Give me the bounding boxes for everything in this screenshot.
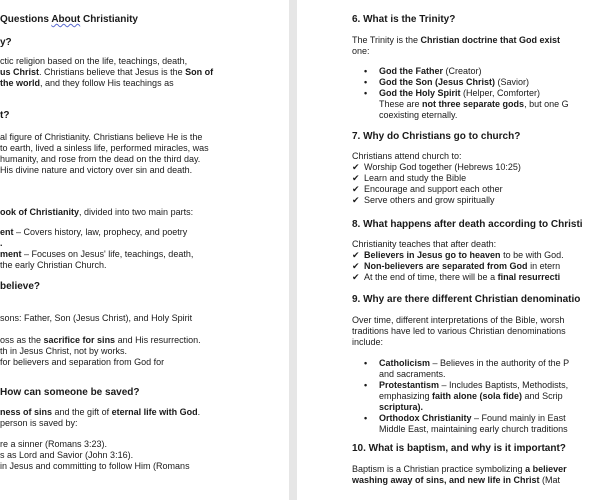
list-item: ✔ Serve others and grow spiritually [352,195,495,205]
checkmark-icon: ✔ [352,162,360,172]
list-item: • God the Son (Jesus Christ) (Savior) [352,77,569,88]
q3-list: ent – Covers history, law, prophecy, and poetry . ment – Focuses on Jesus' life, teachings, death, the early Christian Church. [0,227,194,270]
q3-intro: ook of Christianity, divided into two main parts: [0,207,194,217]
q9-paragraph: Over time, different interpretations of the Bible, worsh traditions have led to various Christian denominations include: [352,315,566,347]
list-item-continuation: Middle East, maintaining early church traditions [379,424,568,434]
list-item-continuation: emphasizing faith alone (sola fide) and Scrip [379,391,563,401]
q10-heading: 10. What is baptism, and why is it important? [352,443,566,454]
trinity-list [352,66,569,121]
q2-heading: t? [0,110,10,121]
q7-checklist [352,162,521,206]
right-document-page[interactable] [297,0,592,500]
q4-line-1: sons: Father, Son (Jesus Christ), and Holy Spirit [0,313,193,323]
list-item: ✔ Believers in Jesus go to heaven to be with God. [352,250,564,260]
q1-heading: y? [0,37,12,48]
list-item: ✔ Non-believers are separated from God in etern [352,261,561,271]
checkmark-icon: ✔ [352,250,360,260]
checkmark-icon: ✔ [352,195,360,205]
checkmark-icon: ✔ [352,261,360,271]
list-item: • Protestantism – Includes Baptists, Methodists, [352,380,569,391]
q7-heading: 7. Why do Christians go to church? [352,131,521,142]
left-document-page[interactable] [0,0,289,500]
q6-intro: The Trinity is the Christian doctrine that God exist one: [352,35,561,56]
q2-paragraph: al figure of Christianity. Christians believe He is the to earth, lived a sinless life, performed miracles, was humanity, and rose from the dead on the third day. His divine nature and victory over sin and death. [0,132,209,175]
q4-heading: believe? [0,281,41,292]
q7-intro: Christians attend church to: [352,151,462,161]
page-title: Questions About Christianity [0,14,138,25]
list-item: ✔ At the end of time, there will be a final resurrecti [352,272,561,282]
list-item: ✔ Encourage and support each other [352,184,503,194]
list-item-continuation: These are not three separate gods, but one G [379,99,569,109]
list-item: ✔ Learn and study the Bible [352,173,467,183]
q5-paragraph: ness of sins and the gift of eternal life with God. person is saved by: [0,407,201,428]
list-item: • God the Holy Spirit (Helper, Comforter) [352,88,569,99]
q8-checklist [352,250,564,283]
list-item-continuation: and sacraments. [379,369,446,379]
q5-steps: re a sinner (Romans 3:23). s as Lord and Savior (John 3:16). in Jesus and committing to follow Him (Romans [0,439,190,471]
q8-intro: Christianity teaches that after death: [352,239,497,249]
list-item: • God the Father (Creator) [352,66,569,77]
q5-heading: How can someone be saved? [0,387,140,398]
denominations-list [352,358,569,435]
list-item: • Catholicism – Believes in the authority of the P [352,358,569,369]
q6-heading: 6. What is the Trinity? [352,14,456,25]
checkmark-icon: ✔ [352,272,360,282]
checkmark-icon: ✔ [352,184,360,194]
q10-paragraph: Baptism is a Christian practice symbolizing a believer washing away of sins, and new life in Christ (Mat [352,464,567,485]
checkmark-icon: ✔ [352,173,360,183]
q4-list: oss as the sacrifice for sins and His resurrection. th in Jesus Christ, not by works. for believers and separation from God for [0,335,201,367]
list-item: ✔ Worship God together (Hebrews 10:25) [352,162,521,172]
q9-heading: 9. Why are there different Christian denominatio [352,294,581,305]
q8-heading: 8. What happens after death according to Christi [352,219,583,230]
q1-paragraph: ctic religion based on the life, teachings, death, us Christ. Christians believe that Jesus is the Son of the world, and they follow His teachings as [0,56,214,88]
list-item: • Orthodox Christianity – Found mainly in East [352,413,569,424]
list-item-continuation: scriptura). [379,402,424,412]
list-item-continuation: coexisting eternally. [379,110,458,120]
